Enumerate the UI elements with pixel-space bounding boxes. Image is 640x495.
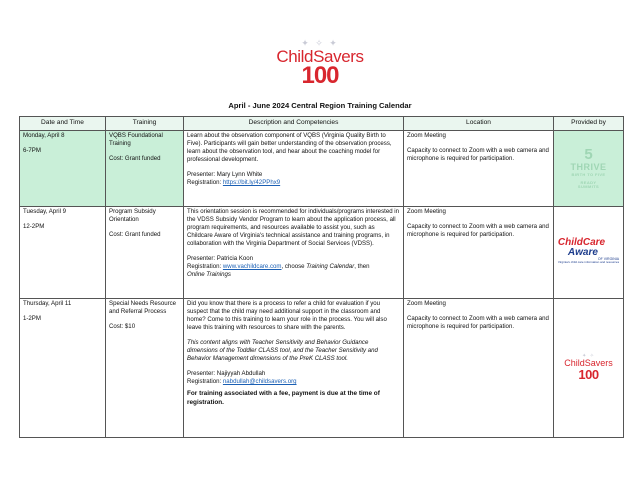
description: Learn about the observation component of VQBS (Virginia Quality Birth to Five). Participants will gain better understanding of the observation process, learn about the observation tool, and hear about the coaching model for professional development. xyxy=(187,132,392,164)
cca-tagline: Virginia's child care information and resources xyxy=(557,260,620,265)
registration-link[interactable]: https://bit.ly/42PPhx9 xyxy=(222,179,281,187)
location-cell xyxy=(404,206,554,298)
provider-cell xyxy=(554,130,624,206)
description-alignment: This content aligns with Teacher Sensitivity and Behavior Guidance dimensions of the Toddler CLASS tool, and the Teacher Sensitivity and Behavior Management dimensions of the PreK CLASS tool. xyxy=(187,339,378,363)
time: 1-2PM xyxy=(23,315,41,323)
registration-link[interactable]: www.vachildcare.com xyxy=(222,263,282,271)
location: Zoom Meeting xyxy=(407,300,446,308)
fee-note: For training associated with a fee, payment is due at the time of registration. xyxy=(187,390,380,406)
header-provided-by: Provided by xyxy=(554,117,624,131)
description-cell xyxy=(184,298,404,437)
registration-mid: , choose xyxy=(281,263,307,271)
training-cost: Cost: Grant funded xyxy=(109,155,161,163)
thrive-ready: READY xyxy=(580,179,597,185)
thrive-birth-to-five-logo xyxy=(554,147,623,190)
childsavers-100-logo xyxy=(0,38,640,87)
registration-label: Registration: xyxy=(187,263,223,271)
header-description: Description and Competencies xyxy=(184,117,404,131)
date-time-cell xyxy=(20,130,106,206)
cca-word-aware: Aware xyxy=(567,246,598,258)
date: Monday, April 8 xyxy=(23,132,65,140)
registration-email-link[interactable]: nabdullah@childsavers.org xyxy=(222,378,297,386)
training-calendar-table xyxy=(19,116,624,438)
presenter: Presenter: Najiyyah Abdullah xyxy=(187,370,266,378)
cca-word-childcare: ChildCare xyxy=(557,236,606,248)
training-cell xyxy=(106,298,184,437)
presenter: Presenter: Mary Lynn White xyxy=(187,171,263,179)
location-note: Capacity to connect to Zoom with a web camera and microphone is required for participation. xyxy=(407,315,549,331)
location: Zoom Meeting xyxy=(407,208,446,216)
thrive-summits: SUMMITS xyxy=(577,184,600,190)
registration-label: Registration: xyxy=(187,179,223,187)
date-time-cell xyxy=(20,298,106,437)
location-note: Capacity to connect to Zoom with a web camera and microphone is required for participation. xyxy=(407,223,549,239)
childcare-aware-logo xyxy=(558,238,619,265)
description-cell xyxy=(184,206,404,298)
training-name: Special Needs Resource and Referral Process xyxy=(109,300,177,316)
header-date-time: Date and Time xyxy=(20,117,106,131)
description: This orientation session is recommended for individuals/programs interested in the VDSS Subsidy Vendor Program to learn about the application process, all program requirements, and resources available to assist you, such as Childcare Aware of Virginia's technical assistance and training programs, in collaboration with the Virginia Department of Social Services (VDSS). xyxy=(187,208,400,248)
registration-then: , then xyxy=(354,263,370,271)
training-name: Program Subsidy Orientation xyxy=(109,208,156,224)
training-cost: Cost: Grant funded xyxy=(109,231,161,239)
thrive-subtitle: BIRTH TO FIVE xyxy=(571,172,606,178)
location: Zoom Meeting xyxy=(407,132,446,140)
training-cell xyxy=(106,206,184,298)
table-row xyxy=(20,298,624,437)
date: Thursday, April 11 xyxy=(23,300,72,308)
presenter: Presenter: Patricia Koon xyxy=(187,255,254,263)
time: 6-7PM xyxy=(23,147,41,155)
training-name: VQBS Foundational Training xyxy=(109,132,163,148)
provider-logo-stars: ✦ ✧ xyxy=(582,353,595,360)
provider-logo-number: 100 xyxy=(578,367,599,383)
header-location: Location xyxy=(404,117,554,131)
time: 12-2PM xyxy=(23,223,45,231)
cca-state: OF VIRGINIA xyxy=(597,256,620,261)
location-note: Capacity to connect to Zoom with a web camera and microphone is required for participation. xyxy=(407,147,549,163)
thrive-word: THRIVE xyxy=(570,162,607,173)
header-training: Training xyxy=(106,117,184,131)
registration-calendar: Training Calendar xyxy=(306,263,355,271)
table-row xyxy=(20,130,624,206)
logo-name: ChildSavers xyxy=(276,47,364,66)
page-title: April - June 2024 Central Region Training Calendar xyxy=(228,101,412,110)
childsavers-provider-logo xyxy=(554,354,623,381)
logo-number: 100 xyxy=(301,62,339,89)
date: Tuesday, April 9 xyxy=(23,208,67,216)
registration-label: Registration: xyxy=(187,378,223,386)
description-cell xyxy=(184,130,404,206)
table-row xyxy=(20,206,624,298)
location-cell xyxy=(404,130,554,206)
table-header-row xyxy=(20,117,624,131)
registration-online: Online Trainings xyxy=(187,271,231,279)
provider-logo-name: ChildSavers xyxy=(564,358,613,369)
training-cost: Cost: $10 xyxy=(109,323,136,331)
logo-stars: ✦ ✧ ✦ xyxy=(301,38,339,48)
provider-cell xyxy=(554,298,624,437)
description: Did you know that there is a process to refer a child for evaluation if you suspect that the child may need additional support in the classroom and home? Come to this training to learn your role in the process. You will also leave this training with resources to share with the parents. xyxy=(187,300,387,332)
thrive-number: 5 xyxy=(584,145,593,163)
training-cell xyxy=(106,130,184,206)
date-time-cell xyxy=(20,206,106,298)
provider-cell xyxy=(554,206,624,298)
location-cell xyxy=(404,298,554,437)
